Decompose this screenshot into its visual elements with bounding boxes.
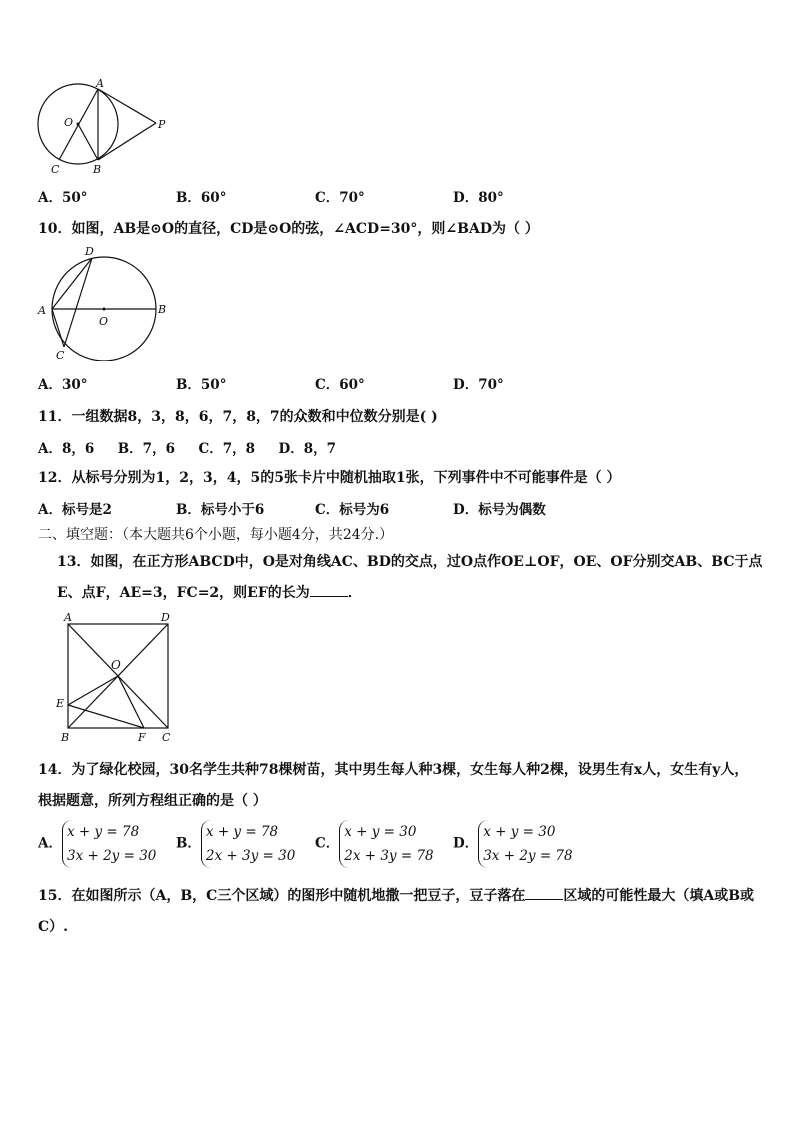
q14-option-a xyxy=(38,820,156,868)
q9-label-b: B xyxy=(93,163,102,176)
q10-option-a: A．30° xyxy=(38,377,88,393)
q13-label-e: E xyxy=(56,697,65,710)
q10-label-a: A xyxy=(38,304,46,317)
q15-stem-text-1: 15．在如图所示（A，B，C三个区域）的图形中随机地撒一把豆子，豆子落在 xyxy=(38,888,526,904)
q14-option-c xyxy=(315,820,434,868)
q13-figure xyxy=(54,610,184,744)
q14-option-b-system xyxy=(201,820,295,868)
q14-option-b-letter: B． xyxy=(176,835,201,852)
q9-option-c: C．70° xyxy=(315,190,365,206)
q10-center-dot xyxy=(103,308,106,311)
q14-option-d xyxy=(453,820,573,868)
q9-label-o: O xyxy=(64,116,74,129)
q14-option-c-system xyxy=(339,820,433,868)
q14-option-a-letter: A． xyxy=(38,835,62,852)
q12-option-d: D．标号为偶数 xyxy=(453,502,546,518)
q11-options: A．8，6 B．7，6 C．7，8 D．8，7 xyxy=(38,441,336,457)
q11-stem: 11．一组数据8，3，8，6，7，8，7的众数和中位数分别是( ) xyxy=(38,409,438,425)
q9-label-p: P xyxy=(158,118,166,131)
q9-figure xyxy=(30,76,180,178)
q12-stem: 12．从标号分别为1，2，3，4，5的5张卡片中随机抽取1张，下列事件中不可能事件是（ ） xyxy=(38,470,621,486)
q13-stem-line2-end: ． xyxy=(347,585,362,601)
q9-option-a: A．50° xyxy=(38,190,88,206)
q9-line-ob xyxy=(78,124,98,160)
q14-stem-line1: 14．为了绿化校园，30名学生共种78棵树苗，其中男生每人种3棵，女生每人种2棵，设男生有x人，女生有y人， xyxy=(38,762,749,778)
q10-stem: 10．如图，AB是⊙O的直径，CD是⊙O的弦，∠ACD=30°，则∠BAD为（ ） xyxy=(38,221,539,237)
q14-option-a-system xyxy=(62,820,156,868)
q12-option-a: A．标号是2 xyxy=(38,502,112,518)
q9-option-d: D．80° xyxy=(453,190,504,206)
q10-option-b: B．50° xyxy=(176,377,227,393)
q13-line-of xyxy=(118,676,144,728)
q10-label-b: B xyxy=(158,303,167,316)
q14-stem-line2: 根据题意，所列方程组正确的是（ ） xyxy=(38,793,267,809)
q9-tangent-pa xyxy=(98,89,156,123)
q10-option-c: C．60° xyxy=(315,377,365,393)
q10-label-d: D xyxy=(85,245,94,258)
q13-line-oe xyxy=(68,676,118,705)
q13-label-d: D xyxy=(161,611,170,624)
q14-option-c-eq2: 2x + 3y = 78 xyxy=(344,848,434,864)
q14-option-c-eq1: x + y = 30 xyxy=(344,824,417,840)
q13-answer-blank[interactable] xyxy=(310,582,348,597)
q10-line-ac xyxy=(52,309,64,347)
q15-answer-blank[interactable] xyxy=(525,885,563,900)
q14-option-d-system xyxy=(478,820,572,868)
q13-label-b: B xyxy=(61,731,70,744)
q14-option-b-eq2: 2x + 3y = 30 xyxy=(205,848,296,864)
q13-stem-line1: 13．如图，在正方形ABCD中，O是对角线AC、BD的交点，过O点作OE⊥OF，OE、OF分别交AB、BC于点 xyxy=(57,554,763,570)
q15-stem-line1 xyxy=(38,885,754,905)
q13-label-f: F xyxy=(138,731,146,744)
q12-option-b: B．标号小于6 xyxy=(176,502,265,518)
q14-option-b xyxy=(176,820,295,868)
q14-option-a-eq1: x + y = 78 xyxy=(66,824,140,840)
q14-option-c-letter: C． xyxy=(315,835,340,852)
q9-center-dot xyxy=(77,123,80,126)
q10-label-c: C xyxy=(56,349,65,361)
q9-label-c: C xyxy=(51,163,60,176)
q9-option-b: B．60° xyxy=(176,190,227,206)
q9-tangent-pb xyxy=(98,123,156,160)
q13-label-c: C xyxy=(162,731,171,744)
q15-stem-line2: C）. xyxy=(38,919,69,935)
q15-stem-text-2: 区域的可能性最大（填A或B或 xyxy=(563,888,755,904)
q14-option-a-eq2: 3x + 2y = 30 xyxy=(66,848,157,864)
q13-label-o: O xyxy=(111,658,121,672)
q13-stem-line2-text: E、点F，AE=3，FC=2，则EF的长为 xyxy=(57,585,310,601)
q14-option-d-eq1: x + y = 30 xyxy=(483,824,556,840)
q12-option-c: C．标号为6 xyxy=(315,502,390,518)
q14-option-d-letter: D． xyxy=(453,835,479,852)
q13-label-a: A xyxy=(64,611,72,624)
q10-label-o: O xyxy=(99,315,109,328)
q10-option-d: D．70° xyxy=(453,377,504,393)
q9-label-a: A xyxy=(96,77,104,90)
q13-stem-line2 xyxy=(57,582,362,602)
q14-option-b-eq1: x + y = 78 xyxy=(205,824,279,840)
section-2-heading: 二、填空题：（本大题共6个小题，每小题4分，共24分.） xyxy=(38,527,394,543)
q14-option-d-eq2: 3x + 2y = 78 xyxy=(483,848,573,864)
q10-figure xyxy=(34,243,174,361)
